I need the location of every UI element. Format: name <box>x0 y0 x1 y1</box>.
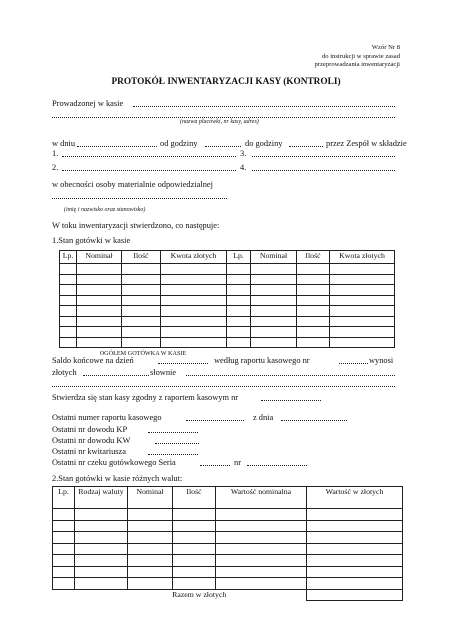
section2-heading: 2.Stan gotówki w kasie różnych walut: <box>52 474 183 483</box>
table-row <box>53 543 403 555</box>
table-cell[interactable] <box>251 306 297 317</box>
table-cell[interactable] <box>330 295 395 306</box>
table-cell[interactable] <box>122 327 161 338</box>
table-cell[interactable] <box>251 295 297 306</box>
kw-field[interactable] <box>155 443 199 444</box>
table-cell[interactable] <box>161 285 227 296</box>
last-report-label: Ostatni numer raportu kasowego <box>52 413 162 422</box>
column-header: Nominał <box>77 251 122 264</box>
table-cell[interactable] <box>297 264 330 275</box>
column-header: Ilość <box>297 251 330 264</box>
table-cell[interactable] <box>75 555 128 567</box>
presence-label: w obecności osoby materialnie odpowiedzialnej <box>52 180 213 189</box>
currency-total-row <box>53 589 403 601</box>
table-cell[interactable] <box>128 532 173 544</box>
table-cell[interactable] <box>53 520 75 532</box>
table-cell[interactable] <box>75 566 128 578</box>
table-cell[interactable] <box>122 285 161 296</box>
table-row <box>60 295 395 306</box>
on-day-label: w dniu <box>52 139 76 148</box>
table-cell[interactable] <box>128 543 173 555</box>
table-cell[interactable] <box>60 316 77 327</box>
receipt-label: Ostatni nr kwitariusza <box>52 447 126 456</box>
table-cell[interactable] <box>75 578 128 590</box>
table-cell[interactable] <box>77 274 122 285</box>
kp-label: Ostatni nr dowodu KP <box>52 425 128 434</box>
table-cell[interactable] <box>330 327 395 338</box>
table-cell[interactable] <box>227 285 251 296</box>
table-row <box>60 285 395 296</box>
table-cell[interactable] <box>297 295 330 306</box>
pln-label: złotych <box>52 368 77 377</box>
table-cell[interactable] <box>251 285 297 296</box>
table-cell[interactable] <box>77 295 122 306</box>
table-cell[interactable] <box>227 264 251 275</box>
section1-heading: 1.Stan gotówki w kasie <box>52 236 131 245</box>
table-cell[interactable] <box>297 316 330 327</box>
table-cell[interactable] <box>330 274 395 285</box>
table-cell[interactable] <box>161 337 227 348</box>
form-header-line: przeprowadzania inwentaryzacji <box>314 61 400 69</box>
table-cell[interactable] <box>297 274 330 285</box>
table-cell[interactable] <box>307 509 403 521</box>
column-header: Nominał <box>251 251 297 264</box>
table-cell[interactable] <box>227 274 251 285</box>
table-cell[interactable] <box>330 285 395 296</box>
cheque-series-field[interactable] <box>200 465 230 466</box>
table-cell[interactable] <box>173 520 216 532</box>
table-cell[interactable] <box>60 295 77 306</box>
team-label: przez Zespół w składzie <box>326 139 407 148</box>
table-cell[interactable] <box>122 306 161 317</box>
column-header: Rodzaj waluty <box>75 487 128 509</box>
table-cell[interactable] <box>173 555 216 567</box>
currency-total-label: Razem w złotych <box>53 589 307 601</box>
table-cell[interactable] <box>128 566 173 578</box>
report-number-field[interactable] <box>339 363 368 364</box>
column-header: Lp. <box>60 251 77 264</box>
table-row <box>60 274 395 285</box>
table-row <box>53 520 403 532</box>
table-cell[interactable] <box>216 578 307 590</box>
currency-table-header <box>53 487 403 509</box>
table-row <box>60 337 395 348</box>
table-cell[interactable] <box>330 337 395 348</box>
table-cell[interactable] <box>128 578 173 590</box>
table-row <box>60 306 395 317</box>
table-cell[interactable] <box>161 274 227 285</box>
member-3-number: 3. <box>240 149 247 158</box>
member-3-field[interactable] <box>252 156 395 157</box>
table-cell[interactable] <box>75 509 128 521</box>
member-4-field[interactable] <box>252 170 395 171</box>
column-header: Lp. <box>227 251 251 264</box>
table-cell[interactable] <box>77 306 122 317</box>
column-header: Wartość w złotych <box>307 487 403 509</box>
conducted-label: Prowadzonej w kasie <box>52 99 124 108</box>
table-cell[interactable] <box>227 306 251 317</box>
name-hint: (imię i nazwisko oraz stanowisko) <box>64 207 146 213</box>
place-field[interactable] <box>133 106 395 107</box>
table-cell[interactable] <box>251 327 297 338</box>
table-cell[interactable] <box>122 295 161 306</box>
table-row <box>53 509 403 521</box>
table-cell[interactable] <box>161 316 227 327</box>
responsible-person-field[interactable] <box>52 198 227 199</box>
currency-table <box>52 486 403 601</box>
member-2-field[interactable] <box>62 170 236 171</box>
form-number: Wzór Nr 8 <box>371 44 400 51</box>
table-cell[interactable] <box>77 327 122 338</box>
from-hour-field[interactable] <box>205 146 241 147</box>
table-cell[interactable] <box>297 306 330 317</box>
cheque-nr-label: nr <box>234 458 241 467</box>
table-cell[interactable] <box>77 285 122 296</box>
table-cell[interactable] <box>216 555 307 567</box>
form-header-line: do instrukcji w sprawie zasad <box>321 52 400 60</box>
table-cell[interactable] <box>53 543 75 555</box>
table-cell[interactable] <box>297 337 330 348</box>
column-header: Kwota złotych <box>161 251 227 264</box>
stated-text: W toku inwentaryzacji stwierdzono, co następuje: <box>52 221 220 230</box>
table-cell[interactable] <box>330 316 395 327</box>
table-cell[interactable] <box>75 543 128 555</box>
document-title: PROTOKÓŁ INWENTARYZACJI KASY (KONTROLI) <box>111 77 341 87</box>
cash-total-label: OGÓŁEM GOTÓWKA W KASIE <box>60 348 227 360</box>
table-cell[interactable] <box>307 555 403 567</box>
table-cell[interactable] <box>161 264 227 275</box>
place-hint: (nazwa placówki, nr kasy, adres) <box>180 119 259 125</box>
table-cell[interactable] <box>227 316 251 327</box>
table-cell[interactable] <box>251 274 297 285</box>
table-cell[interactable] <box>297 285 330 296</box>
kp-field[interactable] <box>148 432 198 433</box>
last-report-date-field[interactable] <box>281 420 347 421</box>
agreement-report-field[interactable] <box>261 400 321 401</box>
currency-total-value[interactable] <box>307 589 403 601</box>
table-cell[interactable] <box>251 337 297 348</box>
balance-report-label: według raportu kasowego nr <box>214 356 310 365</box>
table-cell[interactable] <box>60 327 77 338</box>
table-cell[interactable] <box>53 509 75 521</box>
table-cell[interactable] <box>77 337 122 348</box>
table-cell[interactable] <box>53 555 75 567</box>
table-row <box>53 555 403 567</box>
cash-table-header <box>60 251 395 264</box>
table-cell[interactable] <box>128 520 173 532</box>
table-row <box>60 264 395 275</box>
table-cell[interactable] <box>60 337 77 348</box>
table-cell[interactable] <box>161 306 227 317</box>
table-cell[interactable] <box>307 578 403 590</box>
kw-label: Ostatni nr dowodu KW <box>52 436 131 445</box>
table-cell[interactable] <box>173 543 216 555</box>
date-field[interactable] <box>77 146 157 147</box>
table-cell[interactable] <box>307 520 403 532</box>
member-1-number: 1. <box>52 149 59 158</box>
table-cell[interactable] <box>297 327 330 338</box>
column-header: Kwota złotych <box>330 251 395 264</box>
table-cell[interactable] <box>75 520 128 532</box>
table-cell[interactable] <box>60 285 77 296</box>
table-row <box>60 316 395 327</box>
member-2-number: 2. <box>52 163 59 172</box>
table-cell[interactable] <box>216 566 307 578</box>
table-cell[interactable] <box>128 555 173 567</box>
table-row <box>60 327 395 338</box>
amount-in-words-field[interactable] <box>186 375 395 376</box>
member-1-field[interactable] <box>62 156 236 157</box>
table-cell[interactable] <box>173 578 216 590</box>
in-words-label: słownie <box>150 368 177 377</box>
amounts-to-label: wynosi <box>369 356 394 365</box>
column-header: Wartość nominalna <box>216 487 307 509</box>
table-cell[interactable] <box>53 578 75 590</box>
table-cell[interactable] <box>161 295 227 306</box>
table-cell[interactable] <box>173 566 216 578</box>
table-cell[interactable] <box>173 532 216 544</box>
receipt-field[interactable] <box>148 454 198 455</box>
member-4-number: 4. <box>240 163 247 172</box>
table-row <box>53 566 403 578</box>
table-cell[interactable] <box>60 264 77 275</box>
balance-label: Saldo końcowe na dzień <box>52 356 134 365</box>
column-header: Lp. <box>53 487 75 509</box>
table-cell[interactable] <box>53 566 75 578</box>
table-cell[interactable] <box>307 566 403 578</box>
table-cell[interactable] <box>122 274 161 285</box>
table-row <box>53 578 403 590</box>
table-cell[interactable] <box>122 264 161 275</box>
place-field-line2[interactable] <box>52 117 395 118</box>
table-cell[interactable] <box>227 327 251 338</box>
table-cell[interactable] <box>53 532 75 544</box>
table-cell[interactable] <box>216 543 307 555</box>
table-cell[interactable] <box>60 274 77 285</box>
agreement-text: Stwierdza się stan kasy zgodny z raportem kasowym nr <box>52 393 239 402</box>
table-cell[interactable] <box>75 532 128 544</box>
cheque-number-field[interactable] <box>247 465 307 466</box>
from-hour-label: od godziny <box>160 139 198 148</box>
amount-field[interactable] <box>83 375 149 376</box>
table-cell[interactable] <box>216 509 307 521</box>
balance-date-field[interactable] <box>158 363 208 364</box>
table-cell[interactable] <box>161 327 227 338</box>
cheque-label: Ostatni nr czeku gotówkowego Seria <box>52 458 176 467</box>
cash-table <box>59 250 395 360</box>
to-hour-label: do godziny <box>245 139 283 148</box>
table-cell[interactable] <box>330 306 395 317</box>
table-cell[interactable] <box>307 543 403 555</box>
table-cell[interactable] <box>77 264 122 275</box>
table-cell[interactable] <box>227 337 251 348</box>
column-header: Ilość <box>122 251 161 264</box>
to-hour-field[interactable] <box>289 146 323 147</box>
form-header <box>315 44 401 70</box>
table-cell[interactable] <box>251 316 297 327</box>
table-cell[interactable] <box>128 509 173 521</box>
column-header: Ilość <box>173 487 216 509</box>
table-cell[interactable] <box>122 316 161 327</box>
table-cell[interactable] <box>60 306 77 317</box>
table-cell[interactable] <box>330 264 395 275</box>
table-cell[interactable] <box>77 316 122 327</box>
table-cell[interactable] <box>251 264 297 275</box>
table-cell[interactable] <box>307 532 403 544</box>
last-report-field[interactable] <box>186 420 244 421</box>
amount-in-words-line2[interactable] <box>52 386 395 387</box>
table-cell[interactable] <box>122 337 161 348</box>
table-cell[interactable] <box>173 509 216 521</box>
table-row <box>53 532 403 544</box>
table-cell[interactable] <box>216 532 307 544</box>
table-cell[interactable] <box>227 295 251 306</box>
from-date-label: z dnia <box>253 413 274 422</box>
column-header: Nominał <box>128 487 173 509</box>
table-cell[interactable] <box>216 520 307 532</box>
